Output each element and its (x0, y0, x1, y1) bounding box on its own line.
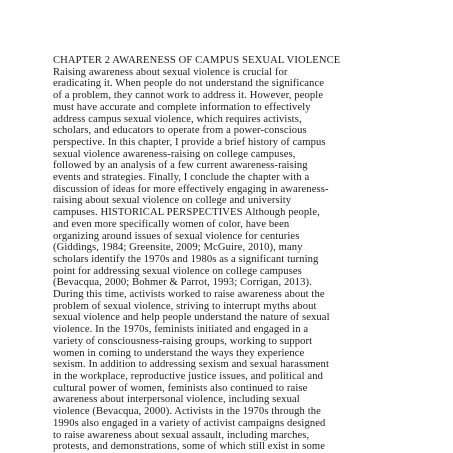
document-text (53, 55, 413, 453)
text-line: sexual violence awareness-raising on college campuses, (53, 148, 296, 160)
text-line: followed by an analysis of a few current awareness-raising (53, 160, 308, 172)
text-line: violence (Bevacqua, 2000). Activists in the 1970s through the (53, 406, 321, 418)
text-line: scholars, and educators to operate from a power-conscious (53, 125, 307, 137)
chapter-heading: CHAPTER 2 AWARENESS OF CAMPUS SEXUAL VIOLENCE (53, 55, 341, 66)
text-line: must have accurate and complete information to effectively (53, 101, 311, 113)
text-line: of a problem, they cannot work to address it. However, people (53, 90, 324, 102)
text-line: problem of sexual violence, striving to interrupt myths about (53, 300, 317, 312)
text-line: address campus sexual violence, which requires activists, (53, 113, 302, 125)
text-line: 1990s also engaged in a variety of activist campaigns designed (53, 417, 326, 429)
text-line: women in coming to understand the ways they experience (53, 347, 305, 359)
text-line: awareness about interpersonal violence, including sexual (53, 394, 300, 406)
text-line: violence. In the 1970s, feminists initiated and engaged in a (53, 324, 309, 336)
text-line: sexism. In addition to addressing sexism and sexual harassment (53, 359, 329, 371)
text-line: to raise awareness about sexual assault, including marches, (53, 429, 310, 441)
text-line: (Bevacqua, 2000; Bohmer & Parrot, 1993; Corrigan, 2013). (53, 277, 312, 289)
text-line: and even more specifically women of color, have been (53, 218, 290, 230)
text-line: (Giddings, 1984; Greensite, 2009; McGuire, 2010), many (53, 242, 303, 254)
text-line: organizing around issues of sexual violence for centuries (53, 230, 300, 242)
text-line: variety of consciousness-raising groups, working to support (53, 335, 313, 347)
text-line: perspective. In this chapter, I provide a brief history of campus (53, 136, 326, 148)
text-line: cultural power of women, feminists also continued to raise (53, 382, 308, 394)
text-line: During this time, activists worked to raise awareness about the (53, 289, 325, 301)
text-line: sexual violence and help people understand the nature of sexual (53, 312, 330, 324)
text-line: scholars identify the 1970s and 1980s as a significant turning (53, 253, 319, 265)
text-line: raising about sexual violence on college and university (53, 195, 292, 207)
text-line: Raising awareness about sexual violence is crucial for (53, 66, 288, 78)
text-line: events and strategies. Finally, I conclude the chapter with a (53, 172, 310, 184)
text-line: in the workplace, reproductive justice issues, and political and (53, 370, 323, 382)
text-line: campuses. HISTORICAL PERSPECTIVES Although people, (53, 207, 320, 219)
text-line: eradicating it. When people do not understand the significance (53, 78, 325, 90)
text-line: discussion of ideas for more effectively engaging in awareness- (53, 183, 329, 195)
text-line: protests, and demonstrations, some of which still exist in some (53, 441, 325, 453)
text-line: point for addressing sexual violence on college campuses (53, 265, 302, 277)
